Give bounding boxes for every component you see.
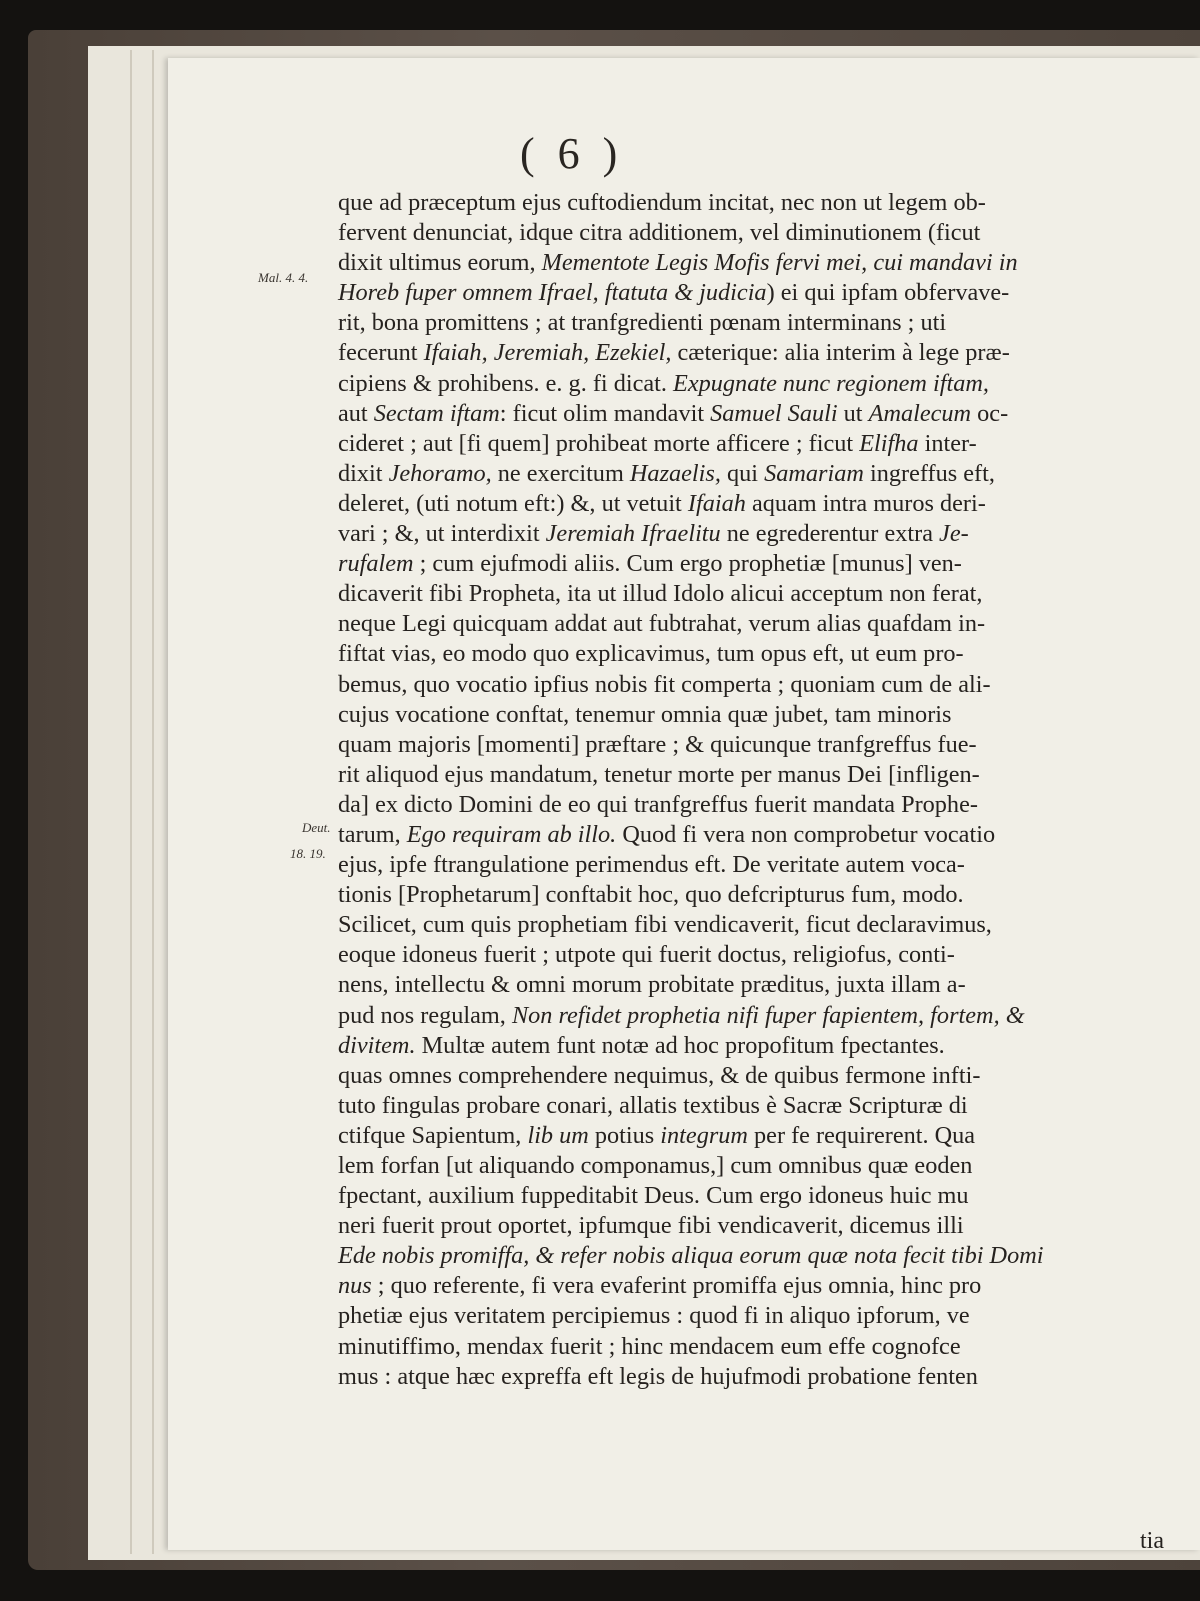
text-line: [338, 760, 1200, 790]
text-line: [338, 820, 1200, 850]
text-span: phetiæ ejus veritatem percipiemus : quod fi in aliquo ipforum, ve: [338, 1302, 970, 1330]
italic-text: Ifaiah: [687, 489, 746, 517]
text-line: [338, 730, 1200, 760]
text-line: [338, 1211, 1200, 1241]
text-span: quas omnes comprehendere nequimus, & de quibus fermone infti-: [338, 1061, 981, 1089]
text-line: [338, 369, 1200, 399]
italic-text: Jeremiah Ifraelitu: [545, 520, 721, 548]
text-span: Multæ autem funt notæ ad hoc propofitum fpectantes.: [415, 1031, 945, 1059]
text-line: [338, 308, 1200, 338]
italic-text: Horeb fuper omnem Ifrael, ftatuta & judicia: [338, 279, 767, 307]
text-line: [338, 278, 1200, 308]
text-span: tionis [Prophetarum] conftabit hoc, quo defcripturus fum, modo.: [338, 881, 964, 909]
italic-text: rufalem: [338, 550, 414, 578]
text-span: dicaverit fibi Propheta, ita ut illud Idolo alicui acceptum non ferat,: [338, 580, 983, 608]
text-span: neque Legi quicquam addat aut fubtrahat, verum alias quafdam in-: [338, 610, 986, 638]
text-span: da] ex dicto Domini de eo qui tranfgreffus fuerit mandata Prophe-: [338, 790, 978, 818]
text-span: ; quo referente, fi vera evaferint promiffa ejus omnia, hinc pro: [371, 1272, 982, 1300]
text-line: [338, 1362, 1200, 1392]
text-line: [338, 549, 1200, 579]
text-span: fecerunt: [338, 339, 424, 367]
italic-text: Sectam iftam: [373, 399, 500, 427]
text-line: [338, 399, 1200, 429]
text-span: neri fuerit prout oportet, ipfumque fibi vendicaverit, dicemus illi: [338, 1212, 964, 1240]
text-span: ; cum ejufmodi aliis. Cum ergo prophetiæ [munus] ven-: [413, 550, 962, 578]
text-line: [338, 1271, 1200, 1301]
text-span: rit aliquod ejus mandatum, tenetur morte per manus Dei [infligen-: [338, 760, 980, 788]
text-span: cujus vocatione conftat, tenemur omnia quæ jubet, tam minoris: [338, 700, 952, 728]
text-span: qui: [720, 459, 765, 487]
text-line: [338, 1241, 1200, 1271]
text-line: [338, 1121, 1200, 1151]
text-line: [338, 489, 1200, 519]
text-line: [338, 1151, 1200, 1181]
text-line: [338, 1301, 1200, 1331]
italic-text: Mementote Legis Mofis fervi mei, cui mandavi in: [541, 249, 1018, 277]
text-line: [338, 639, 1200, 669]
italic-text: Amalecum: [868, 399, 972, 427]
text-span: fiftat vias, eo modo quo explicavimus, tum opus eft, ut eum pro-: [338, 640, 964, 668]
margin-note-deut-ref: 18. 19.: [290, 846, 326, 861]
italic-text: nus: [338, 1272, 372, 1300]
text-line: [338, 700, 1200, 730]
text-span: vari ; &, ut interdixit: [338, 520, 546, 548]
text-span: dixit: [338, 459, 389, 487]
text-span: oc-: [971, 399, 1009, 427]
text-span: rit, bona promittens ; at tranfgredienti pœnam interminans ; uti: [338, 309, 947, 337]
text-span: pud nos regulam,: [338, 1001, 512, 1029]
text-line: [338, 429, 1200, 459]
text-span: ut: [837, 399, 869, 427]
text-span: tarum,: [338, 820, 407, 848]
text-line: [338, 970, 1200, 1000]
text-span: cipiens & prohibens. e. g. fi dicat.: [338, 369, 674, 397]
text-span: dixit ultimus eorum,: [338, 249, 542, 277]
text-span: que ad præceptum ejus cuftodiendum incitat, nec non ut legem ob-: [338, 189, 986, 216]
text-span: ingreffus eft,: [863, 459, 995, 487]
text-line: [338, 609, 1200, 639]
text-line: [338, 940, 1200, 970]
text-line: [338, 850, 1200, 880]
text-span: Scilicet, cum quis prophetiam fibi vendicaverit, ficut declaravimus,: [338, 911, 992, 939]
italic-text: lib um: [527, 1121, 589, 1149]
text-span: minutiffimo, mendax fuerit ; hinc mendacem eum effe cognofce: [338, 1332, 961, 1360]
italic-text: Ede nobis promiffa, & refer nobis aliqua eorum quæ nota fecit tibi Domi: [338, 1242, 1044, 1270]
text-line: [338, 790, 1200, 820]
text-line: [338, 1181, 1200, 1211]
italic-text: Ego requiram ab illo.: [406, 820, 617, 848]
text-span: ctifque Sapientum,: [338, 1121, 528, 1149]
text-span: inter-: [918, 429, 977, 457]
italic-text: Jehoramo,: [388, 459, 492, 487]
text-line: [338, 1332, 1200, 1362]
text-line: [338, 218, 1200, 248]
margin-note-deut: Deut.: [302, 820, 331, 835]
italic-text: integrum: [660, 1121, 748, 1149]
text-line: [338, 1091, 1200, 1121]
text-line: [338, 910, 1200, 940]
text-line: [338, 1031, 1200, 1061]
text-span: deleret, (uti notum eft:) &, ut vetuit: [338, 489, 688, 517]
text-span: quam majoris [momenti] præftare ; & quicunque tranfgreffus fue-: [338, 730, 977, 758]
text-span: ne egrederentur extra: [720, 520, 940, 548]
italic-text: Elifha: [859, 429, 919, 457]
text-line: [338, 670, 1200, 700]
text-line: [338, 338, 1200, 368]
italic-text: divitem.: [338, 1031, 416, 1059]
text-line: [338, 579, 1200, 609]
text-line: [338, 1061, 1200, 1091]
text-span: potius: [588, 1121, 661, 1149]
text-span: cideret ; aut [fi quem] prohibeat morte afficere ; ficut: [338, 429, 860, 457]
text-line: [338, 1001, 1200, 1031]
text-line: [338, 188, 1200, 218]
catchword: tia: [1140, 1528, 1164, 1554]
text-span: ) ei qui ipfam obfervave-: [766, 279, 1010, 307]
text-span: per fe requirerent. Qua: [747, 1121, 976, 1149]
text-line: [338, 519, 1200, 549]
italic-text: Samariam: [764, 459, 864, 487]
italic-text: Expugnate nunc regionem iftam,: [673, 369, 990, 397]
text-span: bemus, quo vocatio ipfius nobis fit comperta ; quoniam cum de ali-: [338, 670, 991, 698]
text-span: nens, intellectu & omni morum probitate præditus, juxta illam a-: [338, 971, 966, 999]
text-span: fervent denunciat, idque citra additionem, vel diminutionem (ficut: [338, 219, 981, 247]
text-span: aut: [338, 399, 374, 427]
italic-text: Hazaelis,: [629, 459, 721, 487]
text-span: mus : atque hæc expreffa eft legis de hujufmodi probatione fenten: [338, 1362, 978, 1390]
text-span: fpectant, auxilium fuppeditabit Deus. Cum ergo idoneus huic mu: [338, 1182, 969, 1210]
text-span: ne exercitum: [491, 459, 630, 487]
margin-note-mal: Mal. 4. 4.: [258, 270, 309, 285]
italic-text: Non refidet prophetia nifi fuper fapientem, fortem, &: [511, 1001, 1025, 1029]
italic-text: Samuel Sauli: [710, 399, 838, 427]
body-text: [338, 188, 1200, 1392]
page-number: ( 6 ): [520, 129, 624, 178]
text-span: cæterique: alia interim à lege præ-: [671, 339, 1010, 367]
text-span: eoque idoneus fuerit ; utpote qui fuerit doctus, religiofus, conti-: [338, 941, 955, 969]
text-span: : ficut olim mandavit: [499, 399, 711, 427]
text-span: ejus, ipfe ftrangulatione perimendus eft. De veritate autem voca-: [338, 851, 965, 879]
text-span: tuto fingulas probare conari, allatis textibus è Sacræ Scripturæ di: [338, 1091, 968, 1119]
italic-text: Ifaiah, Jeremiah, Ezekiel,: [423, 339, 672, 367]
text-span: aquam intra muros deri-: [745, 489, 986, 517]
text-line: [338, 248, 1200, 278]
italic-text: Je-: [939, 520, 969, 548]
text-line: [338, 459, 1200, 489]
text-line: [338, 880, 1200, 910]
text-span: lem forfan [ut aliquando componamus,] cum omnibus quæ eoden: [338, 1152, 973, 1179]
text-span: Quod fi vera non comprobetur vocatio: [616, 820, 996, 848]
